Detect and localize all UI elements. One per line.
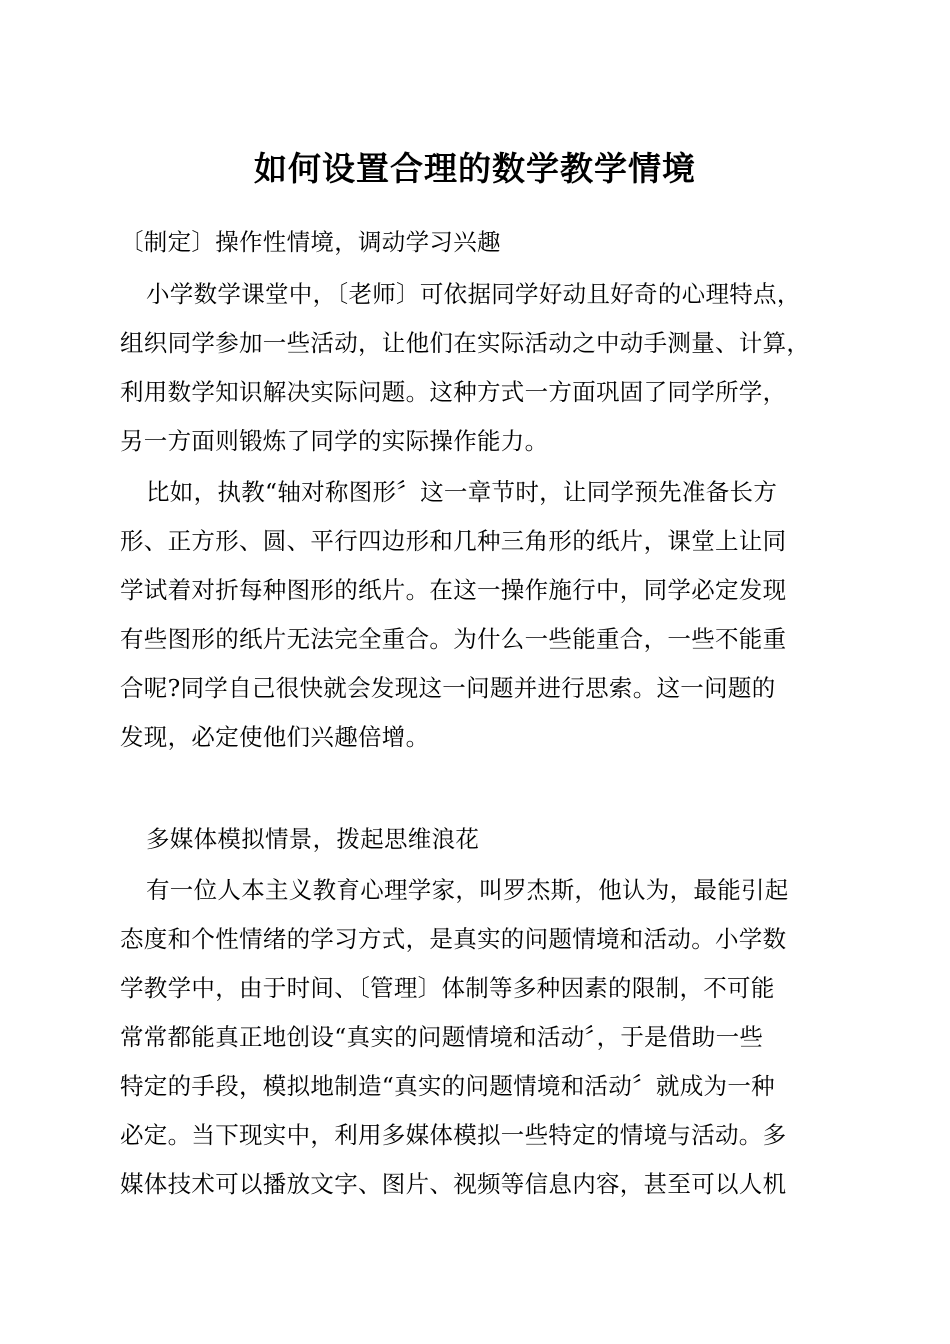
text-line: 有一位人本主义教育心理学家，叫罗杰斯，他认为，最能引起 [146, 876, 789, 904]
section-2-heading: 多媒体模拟情景，拨起思维浪花 [146, 825, 480, 853]
text-line: 利用数学知识解决实际问题。这种方式一方面巩固了同学所学， [120, 378, 787, 406]
text-line: 态度和个性情绪的学习方式，是真实的问题情境和活动。小学数 [120, 925, 787, 953]
text-line: 另一方面则锻炼了同学的实际操作能力。 [120, 427, 549, 455]
text-line: 合呢?同学自己很快就会发现这一问题并进行思索。这一问题的 [120, 674, 776, 702]
text-line: 组织同学参加一些活动，让他们在实际活动之中动手测量、计算， [120, 329, 811, 357]
text-line: 有些图形的纸片无法完全重合。为什么一些能重合，一些不能重 [120, 625, 787, 653]
text-line: 常常都能真正地创设“真实的问题情境和活动〞，于是借助一些 [120, 1023, 764, 1051]
text-line: 形、正方形、圆、平行四边形和几种三角形的纸片，课堂上让同 [120, 527, 787, 555]
text-line: 比如，执教“轴对称图形〞这一章节时，让同学预先准备长方 [146, 478, 778, 506]
text-line: 媒体技术可以播放文字、图片、视频等信息内容，甚至可以人机 [120, 1170, 787, 1198]
text-line: 特定的手段，模拟地制造“真实的问题情境和活动〞就成为一种 [120, 1072, 775, 1100]
section-1-heading: 〔制定〕操作性情境，调动学习兴趣 [120, 228, 501, 256]
text-line: 学教学中，由于时间、〔管理〕体制等多种因素的限制，不可能 [120, 974, 775, 1002]
text-line: 学试着对折每种图形的纸片。在这一操作施行中，同学必定发现 [120, 576, 787, 604]
text-line: 小学数学课堂中，〔老师〕可依据同学好动且好奇的心理特点， [146, 280, 801, 308]
document-title: 如何设置合理的数学教学情境 [254, 149, 696, 188]
text-line: 必定。当下现实中，利用多媒体模拟一些特定的情境与活动。多 [120, 1121, 787, 1149]
text-line: 发现，必定使他们兴趣倍增。 [120, 723, 430, 751]
